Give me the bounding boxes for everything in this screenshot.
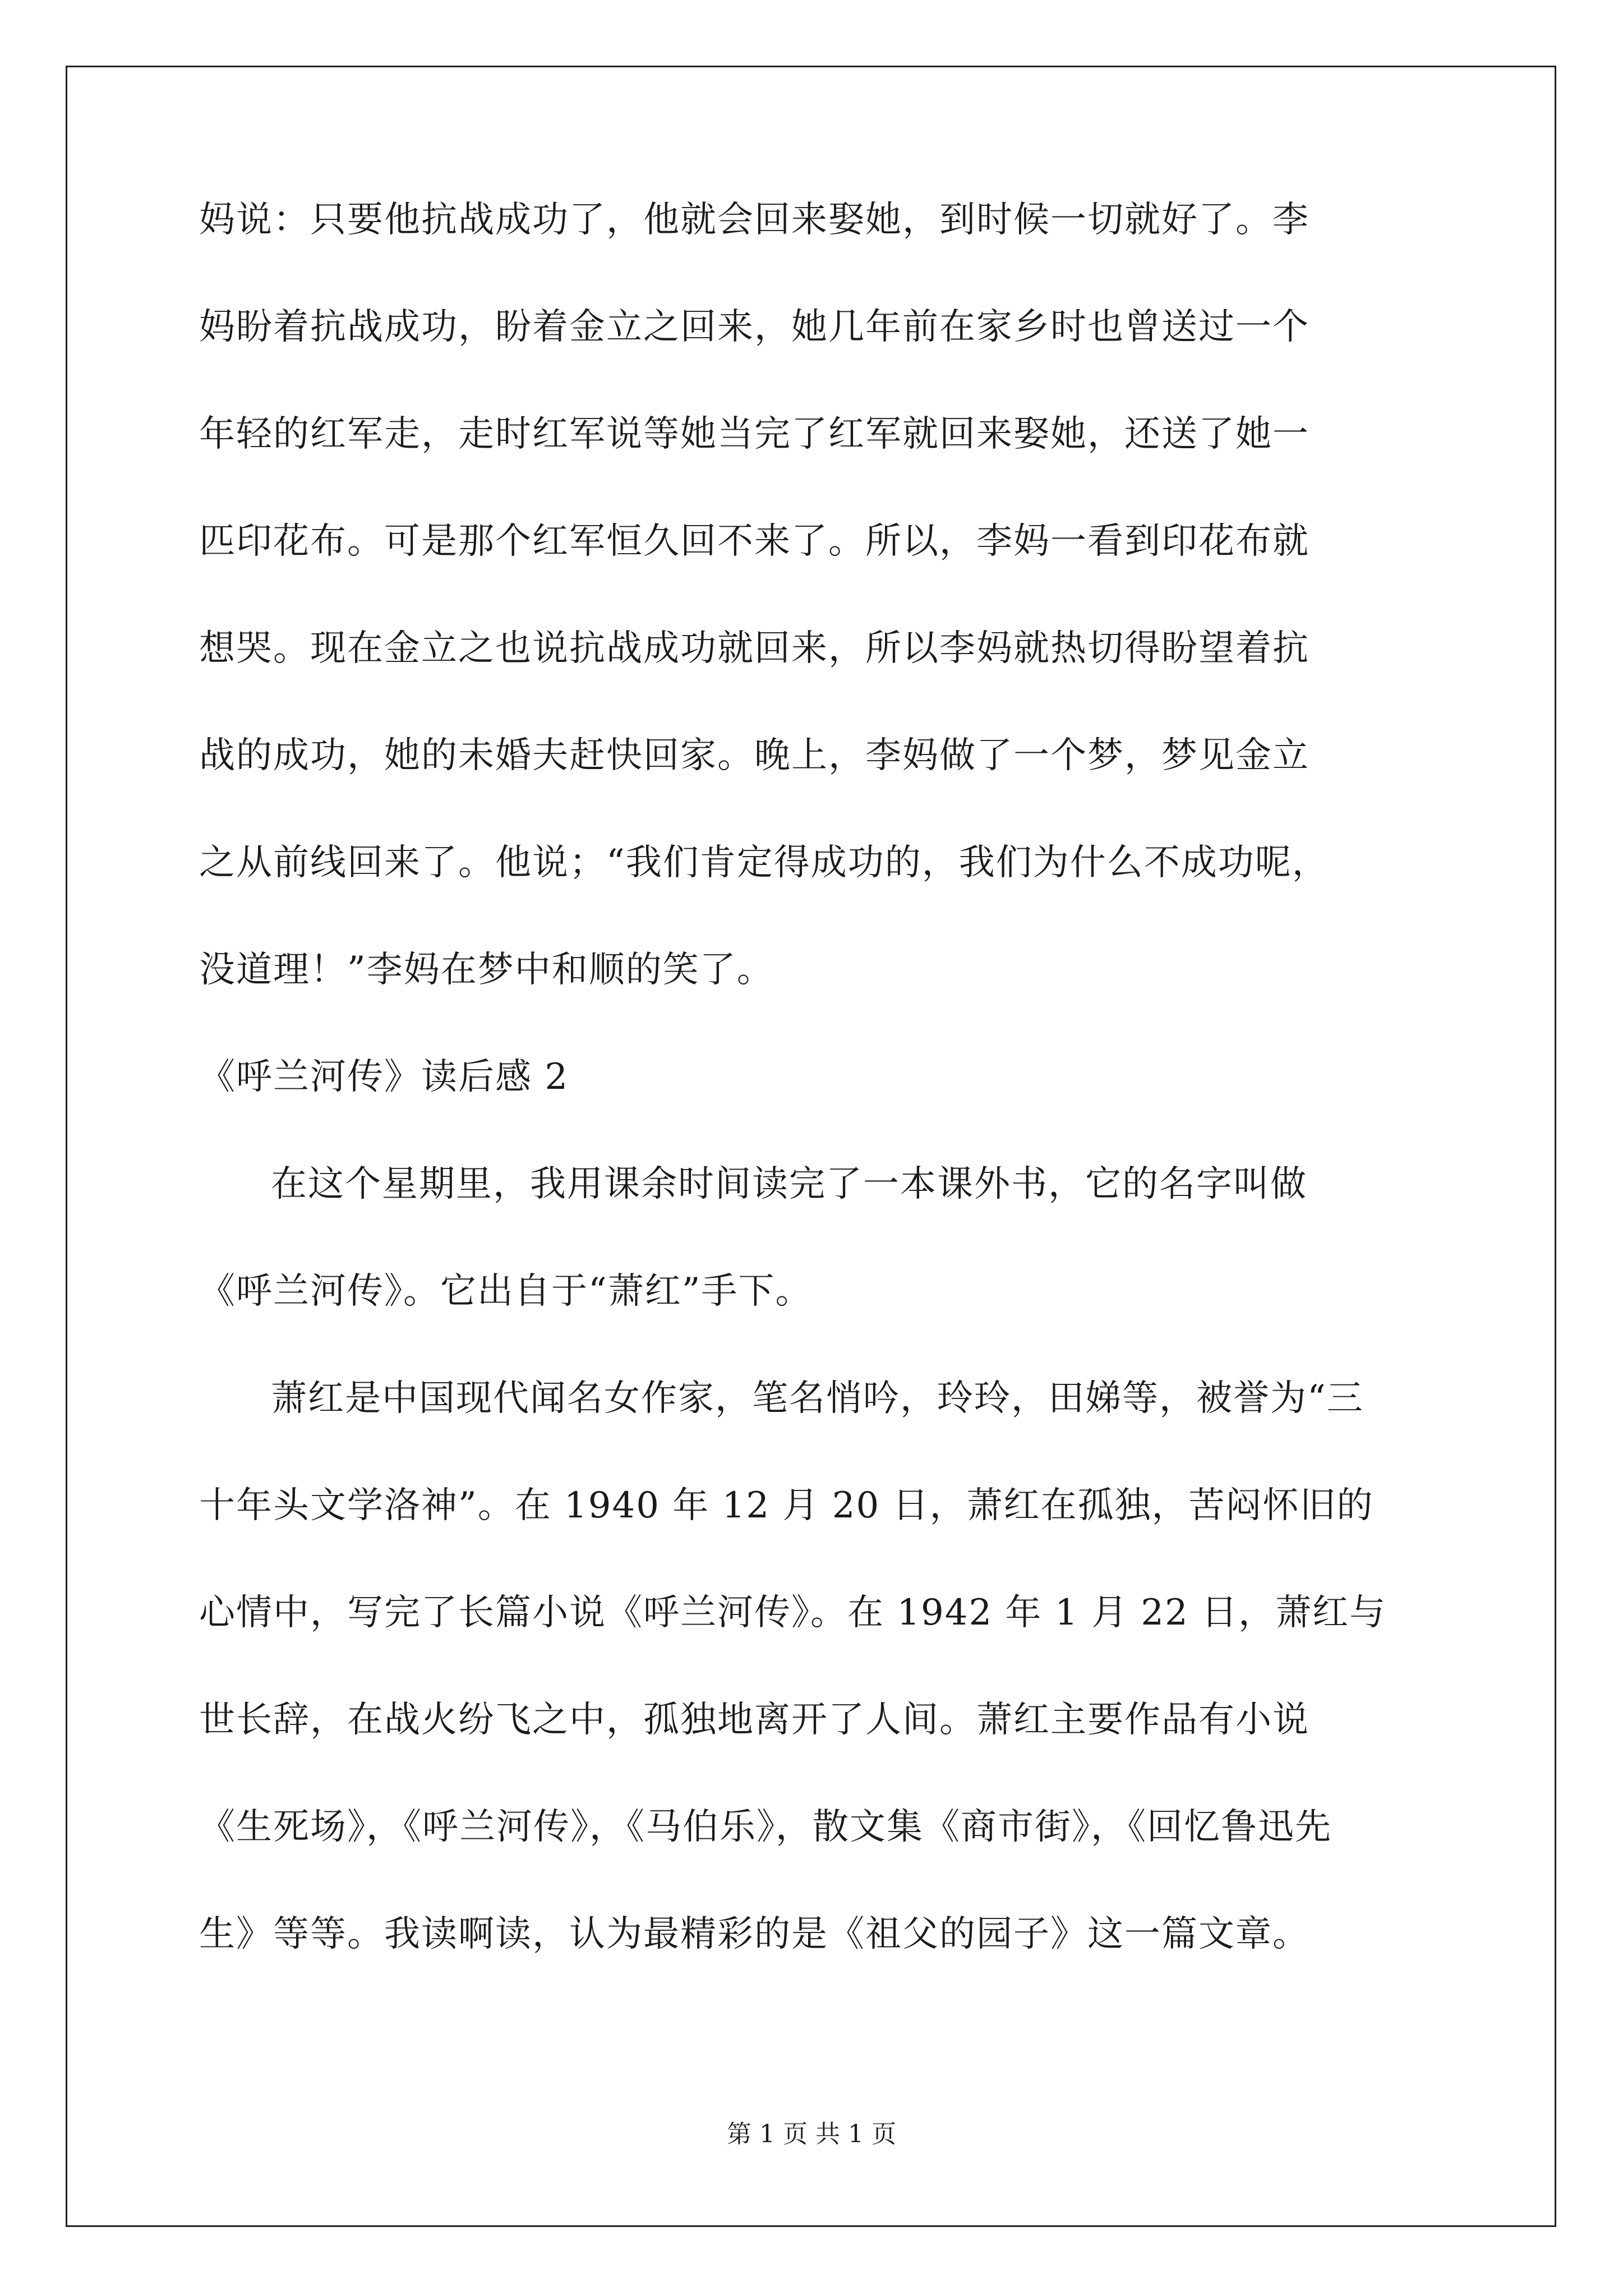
text-line: 十年头文学洛神”。在 1940 年 12 月 20 日，萧红在孤独，苦闷怀旧的 [199,1485,1374,1526]
text-line: 心情中，写完了长篇小说《呼兰河传》。在 1942 年 1 月 22 日，萧红与 [199,1592,1387,1634]
text-line: 世长辞，在战火纷飞之中，孤独地离开了人间。萧红主要作品有小说 [199,1699,1310,1741]
document-body [199,199,1455,2023]
text-line: 想哭。现在金立之也说抗战成功就回来，所以李妈就热切得盼望着抗 [199,628,1310,669]
text-line: 年轻的红军走，走时红军说等她当完了红军就回来娶她，还送了她一 [199,413,1310,455]
text-line: 战的成功，她的未婚夫赶快回家。晚上，李妈做了一个梦，梦见金立 [199,735,1310,776]
paragraph-first-line: 在这个星期里，我用课余时间读完了一本课外书，它的名字叫做 [271,1163,1307,1205]
paragraph-first-line: 萧红是中国现代闻名女作家，笔名悄吟，玲玲，田娣等，被誉为“三 [271,1378,1364,1419]
text-line: 《呼兰河传》。它出自于“萧红”手下。 [199,1271,813,1312]
text-line: 匹印花布。可是那个红军恒久回不来了。所以，李妈一看到印花布就 [199,521,1310,562]
text-line: 妈盼着抗战成功，盼着金立之回来，她几年前在家乡时也曾送过一个 [199,306,1310,348]
text-line: 生》等等。我读啊读，认为最精彩的是《祖父的园子》这一篇文章。 [199,1913,1310,1955]
text-line: 之从前线回来了。他说；“我们肯定得成功的，我们为什么不成功呢， [199,842,1329,884]
section-heading: 《呼兰河传》读后感 2 [199,1056,569,1098]
page-number-footer: 第 1 页 共 1 页 [727,2120,896,2148]
text-line: 没道理！”李妈在梦中和顺的笑了。 [199,949,774,991]
text-line: 《生死场》，《呼兰河传》，《马伯乐》，散文集《商市街》，《回忆鲁迅先 [199,1806,1332,1848]
text-line: 妈说：只要他抗战成功了，他就会回来娶她，到时候一切就好了。李 [199,199,1310,241]
